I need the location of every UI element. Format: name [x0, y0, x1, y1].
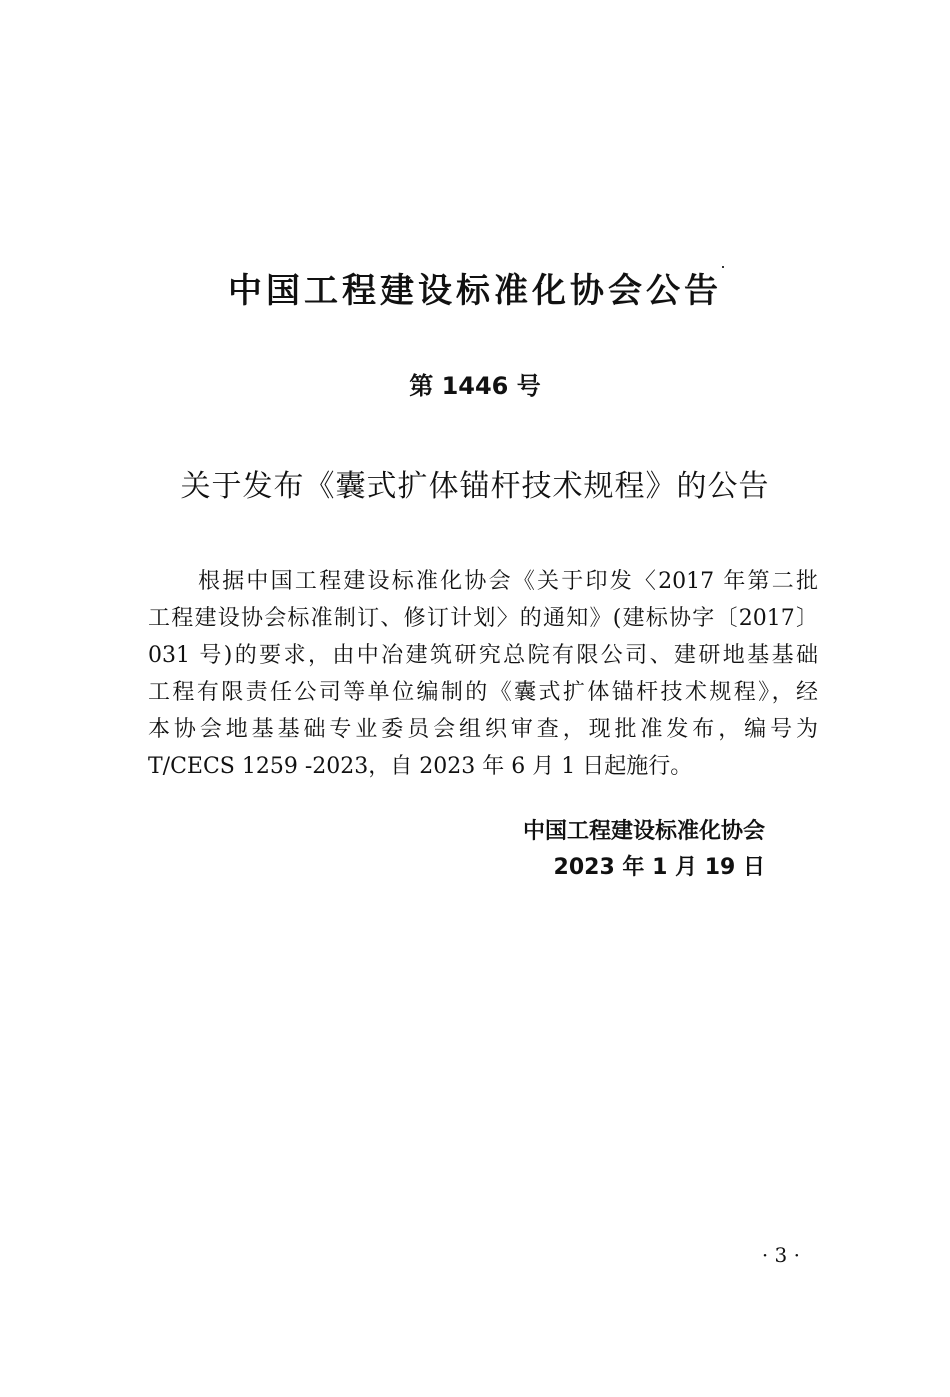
body-line: 031 号)的要求，由中冶建筑研究总院有限公司、建研地基基础: [148, 643, 818, 668]
announcement-number: 第 1446 号: [409, 372, 541, 400]
print-dot-mark: [722, 266, 724, 268]
body-line: 工程有限责任公司等单位编制的《囊式扩体锚杆技术规程》，经: [148, 680, 818, 705]
signature-date: 2023 年 1 月 19 日: [553, 855, 765, 880]
announcement-subtitle: 关于发布《囊式扩体锚杆技术规程》的公告: [180, 469, 770, 504]
page-number: · 3 ·: [761, 1243, 800, 1267]
body-line: T/CECS 1259 -2023，自 2023 年 6 月 1 日起施行。: [148, 754, 693, 779]
body-line: 根据中国工程建设标准化协会《关于印发〈2017 年第二批: [198, 569, 818, 594]
announcement-body: [148, 563, 818, 785]
body-line: 工程建设协会标准制订、修订计划〉的通知》(建标协字〔2017〕: [148, 606, 818, 631]
signature-organization: 中国工程建设标准化协会: [522, 819, 765, 844]
announcement-title: 中国工程建设标准化协会公告: [228, 271, 722, 311]
body-line: 本协会地基基础专业委员会组织审查，现批准发布，编号为: [148, 717, 818, 742]
